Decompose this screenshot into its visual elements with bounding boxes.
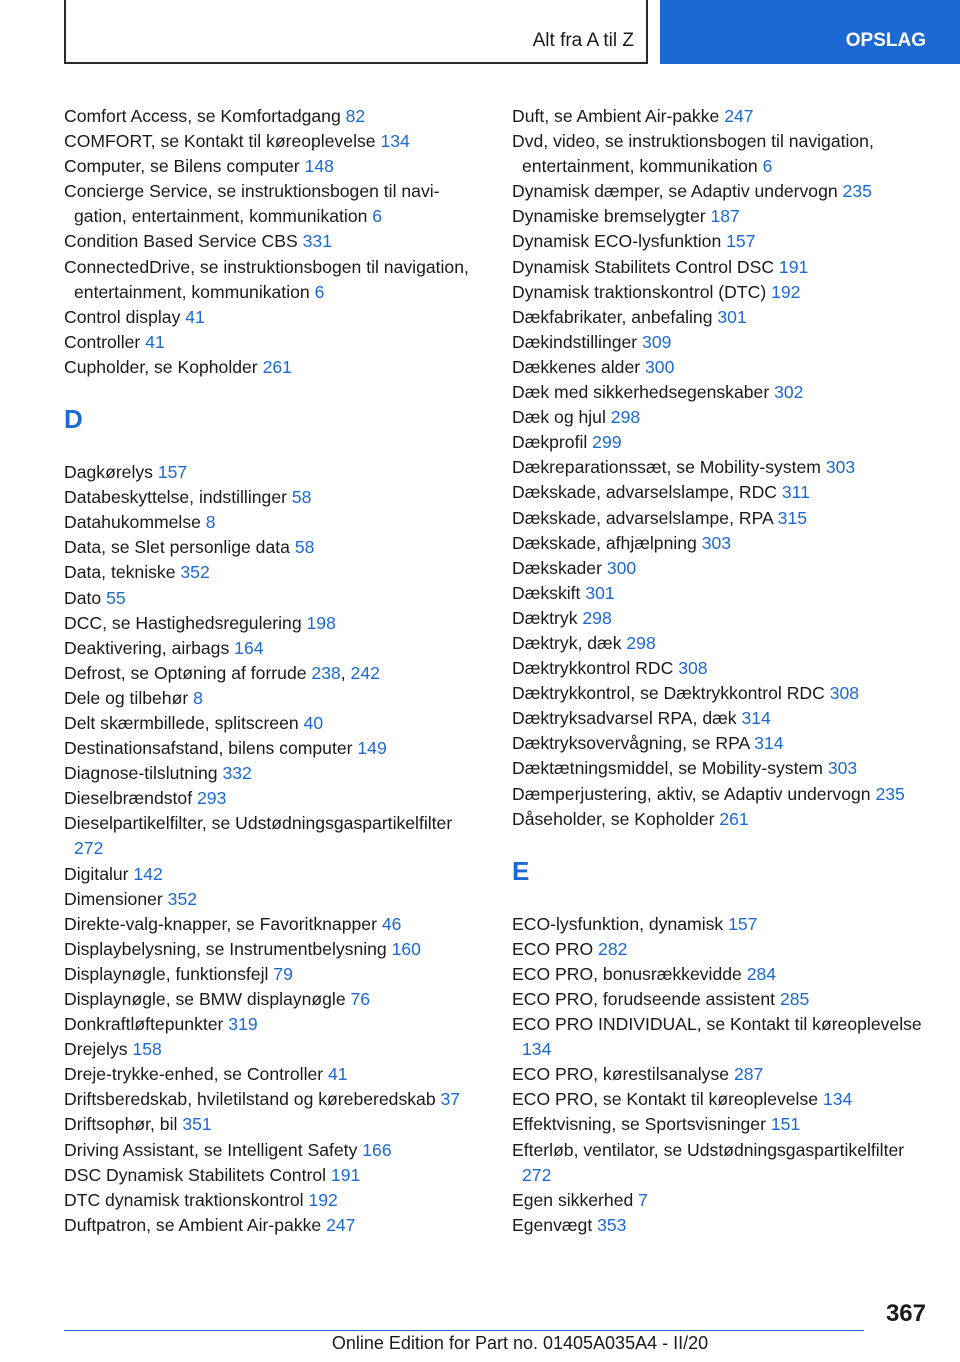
index-entry bbox=[512, 706, 932, 731]
index-entry bbox=[512, 681, 932, 706]
index-entry-term: Dæk med sikkerhedsegenskaber bbox=[512, 382, 775, 403]
page-ref-link[interactable]: 8 bbox=[205, 512, 216, 533]
page-ref-link[interactable]: 149 bbox=[357, 738, 387, 759]
page-ref-link[interactable]: 134 bbox=[522, 1039, 552, 1060]
index-entry bbox=[64, 1012, 484, 1037]
page-ref-link[interactable]: 235 bbox=[842, 181, 872, 202]
index-entry-term: Computer, se Bilens computer bbox=[64, 156, 305, 177]
page-ref-link[interactable]: 148 bbox=[304, 156, 334, 177]
index-entry bbox=[64, 937, 484, 962]
page-ref-link[interactable]: 314 bbox=[741, 708, 771, 729]
page-ref-link[interactable]: 6 bbox=[762, 156, 773, 177]
page-ref-link[interactable]: 299 bbox=[592, 432, 622, 453]
index-entry-term: Dækfabrikater, anbefaling bbox=[512, 306, 718, 327]
index-entry bbox=[512, 204, 932, 229]
index-entry-term: Condition Based Service CBS bbox=[64, 231, 303, 252]
page-number: 367 bbox=[885, 1300, 926, 1327]
index-letter-heading: E bbox=[512, 855, 530, 886]
index-entry-term: Dieselbrændstof bbox=[64, 788, 197, 809]
index-entry bbox=[512, 280, 932, 305]
index-entry bbox=[512, 1138, 932, 1188]
index-entry bbox=[64, 887, 484, 912]
page-ref-link[interactable]: 261 bbox=[719, 808, 749, 829]
index-entry bbox=[64, 535, 484, 560]
page-ref-link[interactable]: 7 bbox=[638, 1189, 648, 1210]
page-ref-link[interactable]: 293 bbox=[197, 788, 227, 809]
index-entry-term: COMFORT, se Kontakt til køreoplevelse bbox=[64, 131, 381, 152]
index-entry bbox=[64, 611, 484, 636]
index-entry bbox=[512, 1087, 932, 1112]
page-ref-link[interactable]: 303 bbox=[827, 758, 858, 779]
index-entry-term: Dæk og hjul bbox=[512, 407, 611, 428]
index-entry bbox=[64, 912, 484, 937]
page-ref-link[interactable]: 157 bbox=[728, 913, 758, 934]
index-entry-term: Driving Assistant, se Intelligent Safety bbox=[64, 1139, 363, 1160]
index-entry-term: Egenvægt bbox=[512, 1214, 598, 1235]
page-ref-link[interactable]: 303 bbox=[825, 457, 856, 478]
index-entry bbox=[512, 656, 932, 681]
index-entry bbox=[64, 330, 484, 355]
index-entry-term: Dæktryk, dæk bbox=[512, 632, 627, 653]
page-ref-link[interactable]: 160 bbox=[391, 938, 421, 959]
index-entry-term: DTC dynamisk traktionskontrol bbox=[64, 1189, 309, 1210]
index-entry bbox=[512, 330, 932, 355]
index-entry-term: Cupholder, se Kopholder bbox=[64, 356, 263, 377]
index-entry bbox=[64, 560, 484, 585]
header-section-box bbox=[64, 0, 648, 64]
index-entry-term: Dæktryk bbox=[512, 607, 583, 628]
index-entry bbox=[512, 631, 932, 656]
index-entry bbox=[64, 586, 484, 611]
index-entry-term: Dæktryksovervågning, se RPA bbox=[512, 733, 755, 754]
index-entry bbox=[512, 1012, 932, 1062]
index-entry-term: Comfort Access, se Komfortadgang bbox=[64, 106, 346, 126]
page-ref-link[interactable]: 40 bbox=[303, 712, 324, 733]
page-ref-link[interactable]: 315 bbox=[777, 507, 808, 528]
page-ref-link[interactable]: 192 bbox=[771, 281, 801, 302]
index-entry-term: Diagnose-tilslutning bbox=[64, 763, 223, 784]
index-entry bbox=[512, 531, 932, 556]
index-entry-term: Displaynøgle, funktionsfejl bbox=[64, 963, 274, 984]
index-entry-term: Displaynøgle, se BMW displaynøgle bbox=[64, 989, 351, 1009]
index-entry bbox=[64, 460, 484, 485]
index-entry bbox=[64, 1188, 484, 1213]
page-ref-link[interactable]: 157 bbox=[157, 462, 188, 483]
index-entry bbox=[512, 556, 932, 581]
footer-edition: Online Edition for Part no. 01405A035A4 - II/20 bbox=[331, 1333, 709, 1353]
index-entry bbox=[512, 807, 932, 832]
page-ref-link[interactable]: 191 bbox=[330, 1164, 361, 1185]
page-ref-link[interactable]: 298 bbox=[582, 607, 612, 628]
page-ref-link[interactable]: 300 bbox=[606, 557, 637, 578]
index-entry bbox=[64, 686, 484, 711]
page-ref-link[interactable]: 309 bbox=[642, 331, 672, 352]
index-entry-term: Dvd, video, se instruktionsbogen til navigation, entertainment, kommunikation bbox=[512, 131, 874, 177]
index-entry-term: ECO-lysfunktion, dynamisk bbox=[512, 913, 729, 934]
page-ref-link[interactable]: 314 bbox=[754, 733, 784, 754]
index-entry-term: Dæmperjustering, aktiv, se Adaptiv undervogn bbox=[512, 783, 876, 804]
page-ref-link[interactable]: 300 bbox=[645, 356, 675, 377]
index-entry-term: Data, se Slet personlige data bbox=[64, 537, 295, 558]
index-entry bbox=[64, 255, 484, 305]
index-entry bbox=[64, 305, 484, 330]
index-entry bbox=[512, 731, 932, 756]
index-entry bbox=[512, 987, 932, 1012]
index-entry-term: Dækprofil bbox=[512, 432, 593, 453]
page-ref-link[interactable]: 142 bbox=[133, 863, 163, 884]
page-ref-link[interactable]: 6 bbox=[372, 206, 383, 227]
index-entry-term: ECO PRO, kørestilsanalyse bbox=[512, 1064, 734, 1085]
page-ref-link[interactable]: 157 bbox=[726, 231, 756, 252]
page-ref-link[interactable]: 308 bbox=[829, 683, 860, 704]
index-entry-term: Dæktryksadvarsel RPA, dæk bbox=[512, 708, 742, 729]
page-ref-link[interactable]: 301 bbox=[717, 306, 747, 327]
page-ref-link[interactable]: 284 bbox=[746, 963, 777, 984]
index-entry-term: Dåseholder, se Kopholder bbox=[512, 808, 720, 829]
index-entry bbox=[64, 1213, 484, 1238]
index-entry-term: Drejelys bbox=[64, 1039, 133, 1060]
index-entry bbox=[64, 1138, 484, 1163]
section-title: Alt fra A til Z bbox=[532, 30, 634, 51]
index-entry bbox=[512, 129, 932, 179]
index-entry bbox=[64, 711, 484, 736]
index-entry-term: Controller bbox=[64, 331, 146, 352]
index-entry-term: Deaktivering, airbags bbox=[64, 637, 235, 658]
index-entry bbox=[512, 255, 932, 280]
index-entry-term: Dæktrykkontrol RDC bbox=[512, 658, 679, 679]
page-ref-link[interactable]: 261 bbox=[262, 356, 292, 377]
index-entry bbox=[64, 1062, 484, 1087]
index-entry bbox=[512, 937, 932, 962]
page-ref-link[interactable]: 235 bbox=[875, 783, 905, 804]
index-entry-term: Dieselpartikelfilter, se Udstødningsgaspartikelfilter bbox=[64, 813, 453, 834]
index-column-right bbox=[512, 104, 932, 1238]
page-ref-link[interactable]: 303 bbox=[701, 532, 732, 553]
page-ref-link[interactable]: 298 bbox=[610, 407, 641, 428]
page-ref-link[interactable]: 298 bbox=[626, 632, 656, 653]
index-entry bbox=[64, 229, 484, 254]
index-entry bbox=[64, 179, 484, 229]
index-entry-term: Digitalur bbox=[64, 863, 134, 884]
index-entry-term: Dagkørelys bbox=[64, 462, 158, 483]
index-entry-term: ECO PRO INDIVIDUAL, se Kontakt til køreoplevelse bbox=[512, 1014, 922, 1035]
index-entry-term: DCC, se Hastighedsregulering bbox=[64, 612, 307, 633]
index-entry bbox=[64, 1112, 484, 1137]
index-entry-term: Dynamisk traktionskontrol (DTC) bbox=[512, 281, 772, 302]
page-ref-link[interactable]: 187 bbox=[710, 206, 740, 227]
section-tab-label: OPSLAG bbox=[845, 30, 926, 51]
index-entry-term: Dækskade, afhjælpning bbox=[512, 532, 702, 553]
page-ref-link[interactable]: 247 bbox=[724, 106, 754, 126]
index-entry bbox=[64, 485, 484, 510]
index-entry-term: ECO PRO, bonusrækkevidde bbox=[512, 963, 747, 984]
page-ref-link[interactable]: 55 bbox=[106, 587, 126, 608]
index-entry bbox=[64, 786, 484, 811]
index-entry bbox=[512, 355, 932, 380]
index-entry bbox=[512, 756, 932, 781]
index-entry-term: Dækskift bbox=[512, 582, 586, 603]
index-entry-term: Driftsophør, bil bbox=[64, 1114, 183, 1135]
page-ref-link[interactable]: 285 bbox=[779, 989, 810, 1009]
index-entry bbox=[512, 430, 932, 455]
index-entry-term: Direkte-valg-knapper, se Favoritknapper bbox=[64, 913, 382, 934]
page-ref-separator: , bbox=[340, 662, 351, 683]
index-entry bbox=[512, 229, 932, 254]
index-entry-term: ECO PRO, se Kontakt til køreoplevelse bbox=[512, 1089, 823, 1110]
index-letter-heading: D bbox=[64, 404, 83, 435]
index-entry-term: Databeskyttelse, indstillinger bbox=[64, 487, 292, 508]
index-entry bbox=[64, 129, 484, 154]
footer-divider bbox=[64, 1330, 864, 1331]
page-ref-link[interactable]: 164 bbox=[234, 637, 264, 658]
index-entry bbox=[512, 506, 932, 531]
page-ref-link[interactable]: 6 bbox=[314, 281, 325, 302]
page-ref-link[interactable]: 37 bbox=[440, 1089, 461, 1110]
page-ref-link[interactable]: 351 bbox=[182, 1114, 212, 1135]
index-entry bbox=[64, 1087, 484, 1112]
index-entry bbox=[64, 811, 484, 861]
index-entry-term: Effektvisning, se Sportsvisninger bbox=[512, 1114, 771, 1135]
index-entry bbox=[512, 480, 932, 505]
index-entry-term: Dimensioner bbox=[64, 888, 168, 909]
page-ref-link[interactable]: 287 bbox=[733, 1064, 764, 1085]
page-ref-link[interactable]: 192 bbox=[308, 1189, 338, 1210]
index-entry bbox=[64, 862, 484, 887]
page-ref-link[interactable]: 8 bbox=[193, 687, 203, 708]
page-ref-link[interactable]: 41 bbox=[145, 331, 165, 352]
page-ref-link[interactable]: 311 bbox=[781, 482, 810, 503]
section-tab[interactable] bbox=[660, 0, 960, 64]
page-ref-link[interactable]: 301 bbox=[585, 582, 615, 603]
index-entry-term: Dynamisk Stabilitets Control DSC bbox=[512, 256, 779, 277]
index-entry-term: Dreje-trykke-enhed, se Controller bbox=[64, 1064, 329, 1085]
page-ref-link[interactable]: 134 bbox=[380, 131, 410, 152]
index-entry bbox=[64, 761, 484, 786]
index-entry-term: Dynamiske bremselygter bbox=[512, 206, 711, 227]
index-entry bbox=[512, 1112, 932, 1137]
page-ref-link[interactable]: 58 bbox=[294, 537, 315, 558]
index-entry bbox=[512, 1188, 932, 1213]
page-ref-link[interactable]: 308 bbox=[678, 658, 708, 679]
index-entry-term: DSC Dynamisk Stabilitets Control bbox=[64, 1164, 331, 1185]
index-entry bbox=[64, 1163, 484, 1188]
page-ref-link[interactable]: 332 bbox=[222, 763, 252, 784]
index-entry-term: Delt skærmbillede, splitscreen bbox=[64, 712, 304, 733]
page-ref-link[interactable]: 238 bbox=[311, 662, 341, 683]
index-entry bbox=[64, 104, 484, 129]
page-ref-link[interactable]: 46 bbox=[381, 913, 402, 934]
index-entry-term: Data, tekniske bbox=[64, 562, 181, 583]
index-entry bbox=[512, 179, 932, 204]
page-ref-link[interactable]: 166 bbox=[362, 1139, 392, 1160]
index-entry-term: Dækkenes alder bbox=[512, 356, 645, 377]
index-entry-term: Concierge Service, se instruktionsbogen til navigation, entertainment, kommunikation bbox=[64, 181, 440, 227]
index-entry bbox=[64, 661, 484, 686]
index-entry-term: Dækskade, advarselslampe, RPA bbox=[512, 507, 778, 528]
index-entry bbox=[64, 154, 484, 179]
index-entry-term: ECO PRO bbox=[512, 938, 599, 959]
index-entry bbox=[512, 305, 932, 330]
index-entry bbox=[512, 104, 932, 129]
index-entry-term: ECO PRO, forudseende assistent bbox=[512, 989, 780, 1009]
page-ref-link[interactable]: 272 bbox=[74, 838, 104, 859]
index-entry-term: Dækskader bbox=[512, 557, 607, 578]
page-ref-link[interactable]: 58 bbox=[291, 487, 312, 508]
index-entry bbox=[64, 636, 484, 661]
index-entry bbox=[512, 455, 932, 480]
index-entry-term: Datahukommelse bbox=[64, 512, 206, 533]
page-ref-link[interactable]: 302 bbox=[774, 382, 804, 403]
page-ref-link[interactable]: 82 bbox=[345, 106, 366, 126]
page-ref-link[interactable]: 191 bbox=[778, 256, 809, 277]
index-entry-term: Driftsberedskab, hviletilstand og køreberedskab bbox=[64, 1089, 441, 1110]
index-entry bbox=[512, 1213, 932, 1238]
page-ref-link[interactable]: 242 bbox=[350, 662, 380, 683]
index-entry-term: Donkraftløftepunkter bbox=[64, 1014, 229, 1035]
page-ref-link[interactable]: 331 bbox=[302, 231, 332, 252]
index-entry-term: Dækskade, advarselslampe, RDC bbox=[512, 482, 782, 503]
index-entry bbox=[64, 962, 484, 987]
index-entry bbox=[512, 405, 932, 430]
index-entry-term: Defrost, se Optøning af forrude bbox=[64, 662, 312, 683]
index-entry-term: Dele og tilbehør bbox=[64, 687, 194, 708]
index-entry-term: Dynamisk ECO-lysfunktion bbox=[512, 231, 727, 252]
index-entry bbox=[64, 355, 484, 380]
index-entry-term: Efterløb, ventilator, se Udstødningsgaspartikelfilter bbox=[512, 1139, 905, 1160]
page-ref-link[interactable]: 352 bbox=[167, 888, 198, 909]
index-entry bbox=[512, 912, 932, 937]
page-ref-link[interactable]: 198 bbox=[306, 612, 336, 633]
page-ref-link[interactable]: 41 bbox=[185, 306, 205, 327]
index-entry bbox=[512, 962, 932, 987]
index-entry-term: Dæktætningsmiddel, se Mobility-system bbox=[512, 758, 828, 779]
index-entry bbox=[512, 581, 932, 606]
page-ref-link[interactable]: 319 bbox=[228, 1014, 258, 1035]
index-entry bbox=[64, 736, 484, 761]
index-entry bbox=[64, 987, 484, 1012]
index-entry-term: Dækreparationssæt, se Mobility-system bbox=[512, 457, 826, 478]
page-ref-link[interactable]: 353 bbox=[597, 1214, 627, 1235]
index-entry bbox=[512, 606, 932, 631]
page-ref-link[interactable]: 134 bbox=[822, 1089, 853, 1110]
page-ref-link[interactable]: 352 bbox=[180, 562, 210, 583]
index-entry bbox=[512, 380, 932, 405]
index-entry-term: Duftpatron, se Ambient Air-pakke bbox=[64, 1214, 327, 1235]
index-entry-term: Duft, se Ambient Air-pakke bbox=[512, 106, 725, 126]
index-entry-term: Egen sikkerhed bbox=[512, 1189, 639, 1210]
page-ref-link[interactable]: 41 bbox=[328, 1064, 348, 1085]
page-ref-link[interactable]: 282 bbox=[598, 938, 628, 959]
index-entry-term: ConnectedDrive, se instruktionsbogen til navigation, entertainment, kommunikation bbox=[64, 256, 469, 302]
index-entry-term: Dæktrykkontrol, se Dæktrykkontrol RDC bbox=[512, 683, 830, 704]
page-ref-link[interactable]: 76 bbox=[350, 989, 371, 1009]
page-ref-link[interactable]: 151 bbox=[770, 1114, 801, 1135]
index-entry-term: Dynamisk dæmper, se Adaptiv undervogn bbox=[512, 181, 843, 202]
index-entry-term: Dato bbox=[64, 587, 107, 608]
index-entry bbox=[64, 1037, 484, 1062]
index-entry bbox=[512, 1062, 932, 1087]
index-entry bbox=[512, 782, 932, 807]
index-entry-term: Displaybelysning, se Instrumentbelysning bbox=[64, 938, 392, 959]
index-column-left bbox=[64, 104, 484, 1238]
page-ref-link[interactable]: 79 bbox=[273, 963, 293, 984]
page-ref-link[interactable]: 247 bbox=[326, 1214, 356, 1235]
page-ref-link[interactable]: 158 bbox=[132, 1039, 162, 1060]
index-entry bbox=[64, 510, 484, 535]
index-entry-term: Destinationsafstand, bilens computer bbox=[64, 738, 358, 759]
index-entry-term: Dækindstillinger bbox=[512, 331, 643, 352]
page-ref-link[interactable]: 272 bbox=[522, 1164, 552, 1185]
index-entry-term: Control display bbox=[64, 306, 186, 327]
